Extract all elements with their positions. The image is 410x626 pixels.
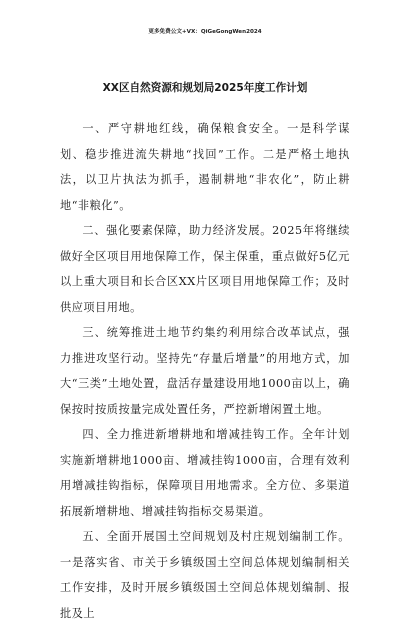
paragraph: 一、严守耕地红线，确保粮食安全。一是科学谋划、稳步推进流失耕地“找回”工作。二是严格土地执法，以卫片执法为抓手，遏制耕地“非农化”，防止耕地“非粮化”。 xyxy=(60,122,350,212)
paragraph: 二、强化要素保障，助力经济发展。2025年将继续做好全区项目用地保障工作，保主保重，重点做好5亿元以上重大项目和长合区XX片区项目用地保障工作；及时供应项目用地。 xyxy=(60,224,350,314)
document-title: XX区自然资源和规划局2025年度工作计划 xyxy=(102,82,308,94)
paragraph: 三、统筹推进土地节约集约利用综合改革试点，强力推进攻坚行动。坚持先“存量后增量”的用地方式，加大“三类”土地处置，盘活存量建设用地1000亩以上，确保按时按质按量完成处置任务，严控新增闲置土地。 xyxy=(60,326,350,416)
header-note: 更多免费公文+VX：QiGeGongWen2024 xyxy=(148,29,262,35)
document-body xyxy=(60,116,350,626)
paragraph: 四、全力推进新增耕地和增减挂钩工作。全年计划实施新增耕地1000亩、增减挂钩1000亩，合理有效利用增减挂钩指标，保障项目用地需求。全方位、多渠道拓展新增耕地、增减挂钩指标交易渠道。 xyxy=(60,428,350,518)
paragraph: 五、全面开展国土空间规划及村庄规划编制工作。一是落实省、市关于乡镇级国土空间总体规划编制相关工作安排，及时开展乡镇级国土空间总体规划编制、报批及上 xyxy=(60,530,350,620)
